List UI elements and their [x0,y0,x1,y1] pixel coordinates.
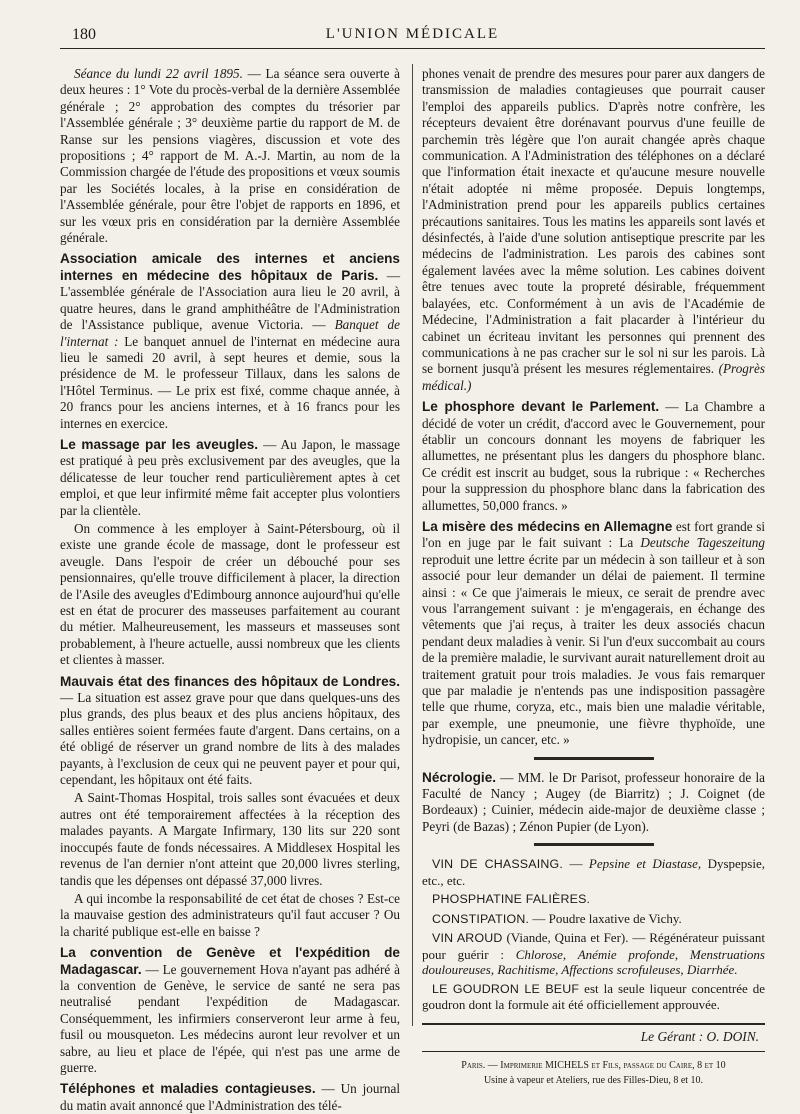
news-geneva [60,945,400,1076]
hospitals-text: — La situation est assez grave pour que dans quelques-uns des plus grands, des plus beaux et des plus anciens hôpitaux, des salles entières soient fermées faute d'argent. Dans certains, on a été obligé de réserver un grand nombre de lits à des malades payants, à l'exclusion de ceux qui ne peuvent payer et pour qui, cependant, les hôpitaux ont été faits. [60,690,400,788]
massage-text: — Au Japon, le massage est pratiqué à peu près exclusivement par des aveugles, que la délicatesse de leur toucher rend particulièrement aptes à cet emploi, et que leur infirmité même fait accepter plus volontiers par la clientèle. [60,436,400,518]
ad-name: VIN AROUD [432,931,503,946]
news-misere [422,519,765,749]
session-text: — La séance sera ouverte à deux heures : 1° Vote du procès-verbal de la dernière Assemblée générale ; 2° approbation des comptes du trésorier par l'Assemblée générale ; 3° deuxième partie du rapport de M. de Ranse sur les pensions viagères, discussion et vote des propositions ; 4° rapport de M. A.-J. Martin, au nom de la Commission chargée de l'étude des propositions et vœux soumis par les Sociétés locales, à la prise en considération de l'Assemblée générale, pour être l'objet de rapports en 1896, et sur les vœux pris en considération par la dernière Assemblée générale. [60,66,400,246]
ad-name: PHOSPHATINE FALIÈRES. [432,892,591,907]
hospitals-paragraph-2: A Saint-Thomas Hospital, trois salles sont évacuées et deux autres ont été temporairement affectées à la réception des malades payants. A Margate Infirmary, 130 lits sur 220 sont inoccupés faute de fonds nécessaires. A Middlesex Hospital les revenus de l'an dernier n'ont atteint que 20,000 livres sterling, tandis que les dépenses ont dépassé 37,000 livres. [60,790,400,888]
misere-text-2: reproduit une lettre écrite par un médecin à son tailleur et à son associé pour leur demander un délai de paiement. Il termine ainsi : « Ce que j'aimerais le mieux, ce serait de prendre avec vous l'arrangement suivant : je m'engagerais, en échange des vêtements que j'ai reçus, à traiter les deux associés chacun pendant deux maladies à venir. Si l'un d'eux succombait au cours de la première maladie, le survivant aurait naturellement droit au traitement gratuit pour trois maladies. Je vous fais remarquer que par maladie je n'entends pas une indisposition passagère telle que rhume, coryza, etc., mais bien une maladie véritable, par exemple, une pneumonie, une fièvre thyphoïde, une hydropisie, un cancer, etc. » [422,551,765,748]
telephones-text: — Un journal du matin avait annoncé que l'Administration des télé- [60,1081,400,1113]
necrologie-text: — MM. le Dr Parisot, professeur honoraire de la Faculté de Nancy ; Augey (de Biarritz) ; J. Coignet (de Bordeaux) ; Cuinier, médecin aide-major de deuxième classe ; Peyri (de Bazas) ; Zénon Pupier (de Lyon). [422,769,765,834]
gerant-signature: Le Gérant : O. DOIN. [640,1028,759,1044]
hospitals-paragraph-3: A qui incombe la responsabilité de cet état de choses ? Est-ce la mauvaise gestion des administrateurs qu'il faut accuser ? Ou la charité publique est-elle en baisse ? [60,890,400,939]
association-heading: Association amicale des internes et anciens internes en médecine des hôpitaux de Paris. [60,251,400,283]
geneva-text: — Le gouvernement Hova n'ayant pas adhéré à la convention de Genève, le service de santé ne sera pas neutralisé pendant l'expédition de Madagascar. Conséquemment, les infirmiers conserveront leur arme à feu, fusil ou mousqueton. Les médecins auront leur revolver et un sabre, au lieu et place de l'épée, qui n'est pas une arme de guerre. [60,961,400,1075]
news-association [60,251,400,431]
ad-name: CONSTIPATION. [432,911,530,926]
advertisements [422,856,765,1013]
news-necrologie [422,770,765,836]
necrologie-heading: Nécrologie. [422,769,497,785]
geneva-heading: La convention de Genève et l'expédition de Madagascar. [60,945,400,977]
session-notice [60,66,400,246]
banquet-label: Banquet de l'internat : [60,317,400,349]
column-divider [412,64,413,1026]
telephones-heading: Téléphones et maladies contagieuses. [60,1081,316,1097]
news-hospitals [60,674,400,941]
session-date: Séance du lundi 22 avril 1895. [74,66,243,81]
banquet-text: Le banquet annuel de l'internat en médecine aura lieu le samedi 20 avril, à sept heures et demie, sous la présidence de M. le professeur Tillaux, dans les salons de l'Hôtel Terminus. — Le prix est fixé, comme chaque année, à 20 francs pour les anciens internes, et à 16 francs pour les internes en exercice. [60,333,401,431]
ad-item: CONSTIPATION. — Poudre laxative de Vichy. [432,910,682,926]
news-telephones [60,1081,400,1114]
telephones-continued [422,66,765,394]
hospitals-heading: Mauvais état des finances des hôpitaux de Londres. [60,673,400,689]
massage-heading: Le massage par les aveugles. [60,436,259,452]
telephones-continued-text: phones venait de prendre des mesures pour parer aux dangers de transmission de maladies contagieuses que pourrait causer l'emploi des appareils publics. D'après notre confrère, les récepteurs devaient être dorénavant pourvus d'une feuille de parchemin très légère que l'on aurait changée après chaque communication. A l'Administration des téléphones on a déclaré que l'information était inexacte et qu'aucune mesure nouvelle n'était adoptée ni même proposée. Depuis longtemps, l'Administration prend pour les appareils publics certaines précautions sanitaires. Tous les matins les appareils sont lavés et désinfectés, à l'aide d'une solution antiseptique prescrite par les médecins de l'administration. Les parois des cabines sont également lavées avec la même solution. Les cabines doivent être tenues avec toute la propreté désirable, fréquemment balayées, etc. Conformément à un avis de l'Académie de Médecine, l'Administration a fait placarder à l'intérieur du cabinet un écriteau invitant les personnes qui prennent des communications à ne pas cracher sur le sol ni sur les parois. Là se bornent jusqu'à présent les mesures réglementaires. [422,66,765,377]
page-number: 180 [72,26,96,43]
misere-newspaper: Deutsche Tageszeitung [640,535,765,551]
misere-heading: La misère des médecins en Allemagne [422,518,673,534]
imprint-line-2: Usine à vapeur et Ateliers, rue des Filles-Dieu, 8 et 10. [483,1074,704,1086]
ad-item: VIN DE CHASSAING. — Pepsine et Diastase, Dyspepsie, etc., etc. [422,856,765,888]
news-massage [60,437,400,669]
page-header [60,22,765,49]
telephones-source: (Progrès médical.) [422,361,766,393]
massage-paragraph-2: On commence à les employer à Saint-Pétersbourg, où il existe une grande école de massage, dont le professeur est aveugle. Dans l'espoir de créer un débouché pour ses pensionnaires, qu'elle trouve difficilement à placer, la direction de l'Asile des aveugles d'Edimbourg annonce aujourd'hui qu'elle est en état de procurer des masseuses parfaitement au courant du métier. Malheureusement, les masseurs et masseuses sont probablement, à l'heure actuelle, aussi nombreux que les clients et clientes à masser. [60,520,400,668]
news-phosphore [422,399,765,514]
phosphore-heading: Le phosphore devant le Parlement. [422,399,660,415]
imprint-line-1: Paris. — Imprimerie MICHELS et Fils, passage du Caire, 8 et 10 [461,1060,726,1072]
ad-name: LE GOUDRON LE BEUF [432,981,580,996]
ad-name: VIN DE CHASSAING. [432,857,563,872]
ad-item: VIN AROUD (Viande, Quina et Fer). — Régénérateur puissant pour guérir : Chlorose, Anémie profonde, Menstruations douloureuses, Rachitisme, Affections scrofuleuses, Diarrhée. [422,930,765,978]
journal-title: L'UNION MÉDICALE [325,26,500,42]
footer-rule [422,1023,765,1025]
right-column [422,66,766,1086]
footer-rule [422,1051,765,1052]
misere-text-1: est fort grande si l'on en juge par le fait suivant : La [422,518,765,551]
ad-item [422,891,765,908]
section-rule [534,843,654,846]
ad-item: LE GOUDRON LE BEUF est la seule liqueur concentrée de goudron dont la formule ait été officiellement approuvée. [422,980,765,1013]
section-rule [534,757,654,760]
association-text: — L'assemblée générale de l'Association aura lieu le 20 avril, à quatre heures, dans le grand amphithéâtre de l'Administration de l'Assistance publique, avenue Victoria. — [60,267,401,333]
phosphore-text: — La Chambre a décidé de voter un crédit, d'accord avec le Gouvernement, pour établir un concours donnant les moyens de fabriquer les allumettes, ne présentant plus les dangers du phosphore blanc. Ce crédit est inscrit au budget, sous la rubrique : « Recherches pour la suppression du phosphore blanc dans la fabrication des allumettes, 50,000 francs. » [422,399,765,513]
left-column [60,66,401,1113]
